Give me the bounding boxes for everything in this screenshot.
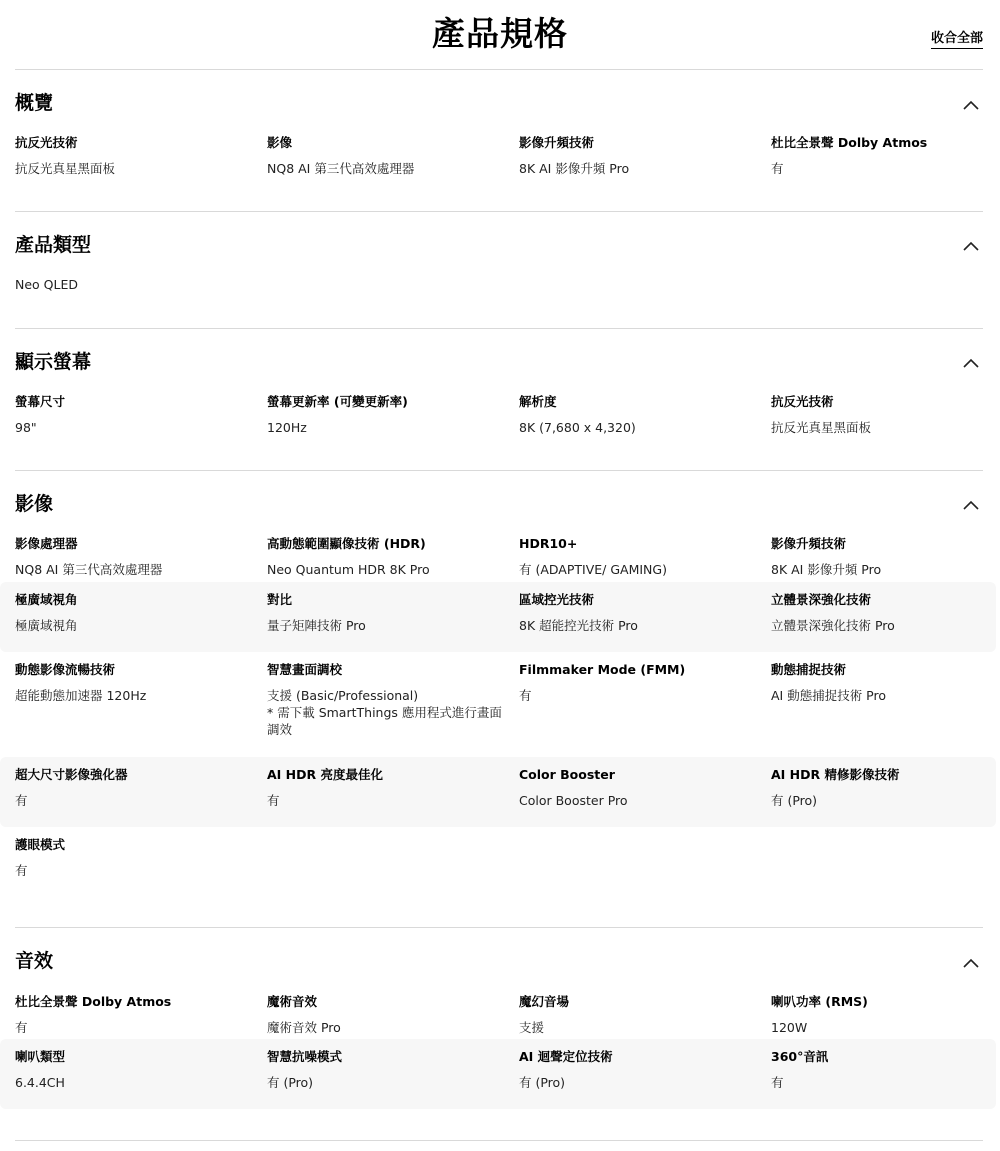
- spec-value: AI 動態捕捉技術 Pro: [771, 688, 887, 703]
- spec-value: 魔術音效 Pro: [267, 1020, 341, 1035]
- section-title[interactable]: 影像: [15, 493, 54, 515]
- spec-value: NQ8 AI 第三代高效處理器: [267, 161, 415, 176]
- spec-value: Color Booster Pro: [519, 793, 628, 808]
- spec-value: 120W: [771, 1020, 808, 1035]
- spec-cell: [519, 135, 759, 177]
- chevron-up-icon[interactable]: [962, 954, 980, 966]
- section-divider: [15, 470, 983, 471]
- spec-label: 動態影像流暢技術: [15, 662, 116, 677]
- spec-cell: [15, 994, 255, 1036]
- spec-label: 喇叭功率 (RMS): [771, 994, 868, 1009]
- spec-value: 6.4.4CH: [15, 1075, 65, 1090]
- spec-label: 對比: [267, 592, 293, 607]
- spec-label: 立體景深強化技術: [771, 592, 872, 607]
- spec-value: Neo Quantum HDR 8K Pro: [267, 562, 430, 577]
- spec-value: 98": [15, 420, 37, 435]
- spec-label: 高動態範圍顯像技術 (HDR): [267, 536, 426, 551]
- spec-cell: [15, 767, 255, 809]
- spec-label: 杜比全景聲 Dolby Atmos: [771, 135, 928, 150]
- spec-value: 抗反光真星黑面板: [771, 420, 872, 435]
- spec-value: 有: [771, 1075, 784, 1090]
- spec-value: 有: [15, 863, 28, 878]
- spec-value: 量子矩陣技術 Pro: [267, 618, 366, 633]
- section-divider: [15, 211, 983, 212]
- spec-value: 有 (Pro): [771, 793, 818, 808]
- spec-value: 有: [15, 1020, 28, 1035]
- spec-label: 魔幻音場: [519, 994, 570, 1009]
- spec-value: 有: [519, 688, 532, 703]
- spec-cell: [519, 536, 759, 578]
- spec-label: AI HDR 精修影像技術: [771, 767, 900, 782]
- spec-cell: [15, 135, 255, 177]
- spec-label: HDR10+: [519, 536, 578, 551]
- spec-label: 智慧畫面調校: [267, 662, 343, 677]
- spec-label: 影像升頻技術: [519, 135, 595, 150]
- spec-cell: [267, 1049, 507, 1091]
- spec-label: 影像升頻技術: [771, 536, 847, 551]
- spec-cell: [771, 662, 1000, 704]
- spec-cell: [771, 394, 1000, 436]
- section-title[interactable]: 音效: [15, 950, 54, 972]
- spec-cell: [15, 1049, 255, 1091]
- spec-cell: [519, 662, 759, 704]
- spec-cell: [267, 536, 507, 578]
- spec-value: 有: [267, 793, 280, 808]
- section-divider: [15, 1140, 983, 1141]
- spec-cell: [15, 276, 255, 293]
- spec-label: AI HDR 亮度最佳化: [267, 767, 383, 782]
- section-divider: [15, 69, 983, 70]
- spec-cell: [519, 592, 759, 634]
- spec-cell: [519, 1049, 759, 1091]
- spec-cell: [267, 592, 507, 634]
- spec-label: 魔術音效: [267, 994, 318, 1009]
- spec-cell: [771, 767, 1000, 809]
- spec-value: 8K AI 影像升頻 Pro: [771, 562, 882, 577]
- spec-label: 螢幕尺寸: [15, 394, 66, 409]
- page-title: 產品規格: [432, 14, 568, 53]
- spec-label: 極廣域視角: [15, 592, 78, 607]
- spec-cell: [519, 767, 759, 809]
- collapse-all-button[interactable]: 收合全部: [931, 27, 983, 49]
- spec-value: 有 (Pro): [267, 1075, 314, 1090]
- spec-value: 120Hz: [267, 420, 307, 435]
- section-title[interactable]: 顯示螢幕: [15, 351, 92, 373]
- spec-cell: [15, 592, 255, 634]
- section-title[interactable]: 產品類型: [15, 234, 92, 256]
- spec-label: 杜比全景聲 Dolby Atmos: [15, 994, 172, 1009]
- chevron-up-icon[interactable]: [962, 496, 980, 508]
- section-divider: [15, 328, 983, 329]
- spec-value: 有: [15, 793, 28, 808]
- spec-value: 抗反光真星黑面板: [15, 161, 116, 176]
- spec-cell: [771, 592, 1000, 634]
- spec-cell: [15, 837, 255, 879]
- spec-cell: [771, 994, 1000, 1036]
- spec-cell: [267, 662, 507, 738]
- spec-cell: [267, 135, 507, 177]
- spec-value: 8K (7,680 x 4,320): [519, 420, 636, 435]
- spec-cell: [267, 994, 507, 1036]
- spec-cell: [267, 394, 507, 436]
- section-title[interactable]: 概覽: [15, 92, 54, 114]
- spec-cell: [15, 394, 255, 436]
- chevron-up-icon[interactable]: [962, 96, 980, 108]
- spec-label: 區域控光技術: [519, 592, 595, 607]
- spec-label: 影像處理器: [15, 536, 78, 551]
- spec-value: 極廣域視角: [15, 618, 78, 633]
- spec-label: Filmmaker Mode (FMM): [519, 662, 686, 677]
- spec-cell: [771, 135, 1000, 177]
- spec-cell: [519, 994, 759, 1036]
- spec-label: 360°音訊: [771, 1049, 829, 1064]
- spec-value: 立體景深強化技術 Pro: [771, 618, 895, 633]
- spec-label: 解析度: [519, 394, 557, 409]
- spec-value: 超能動態加速器 120Hz: [15, 688, 147, 703]
- spec-label: 螢幕更新率 (可變更新率): [267, 394, 408, 409]
- spec-label: 抗反光技術: [15, 135, 78, 150]
- spec-label: 影像: [267, 135, 293, 150]
- spec-label: 智慧抗噪模式: [267, 1049, 343, 1064]
- spec-value: 8K AI 影像升頻 Pro: [519, 161, 630, 176]
- spec-label: 護眼模式: [15, 837, 66, 852]
- spec-cell: [267, 767, 507, 809]
- spec-cell: [771, 1049, 1000, 1091]
- spec-value: 支援 (Basic/Professional) * 需下載 SmartThings 應用程式進行畫面調效: [267, 688, 502, 737]
- spec-label: 抗反光技術: [771, 394, 834, 409]
- spec-cell: [771, 536, 1000, 578]
- spec-label: AI 迴聲定位技術: [519, 1049, 613, 1064]
- section-divider: [15, 927, 983, 928]
- spec-cell: [15, 536, 255, 578]
- chevron-up-icon[interactable]: [962, 354, 980, 366]
- spec-value: 有 (ADAPTIVE/ GAMING): [519, 562, 667, 577]
- spec-value: NQ8 AI 第三代高效處理器: [15, 562, 163, 577]
- spec-label: 喇叭類型: [15, 1049, 66, 1064]
- spec-cell: [519, 394, 759, 436]
- spec-label: Color Booster: [519, 767, 615, 782]
- spec-value: Neo QLED: [15, 277, 78, 292]
- spec-value: 8K 超能控光技術 Pro: [519, 618, 638, 633]
- spec-value: 有: [771, 161, 784, 176]
- spec-value: 有 (Pro): [519, 1075, 566, 1090]
- spec-label: 超大尺寸影像強化器: [15, 767, 128, 782]
- chevron-up-icon[interactable]: [962, 237, 980, 249]
- spec-value: 支援: [519, 1020, 545, 1035]
- spec-cell: [15, 662, 255, 704]
- spec-label: 動態捕捉技術: [771, 662, 847, 677]
